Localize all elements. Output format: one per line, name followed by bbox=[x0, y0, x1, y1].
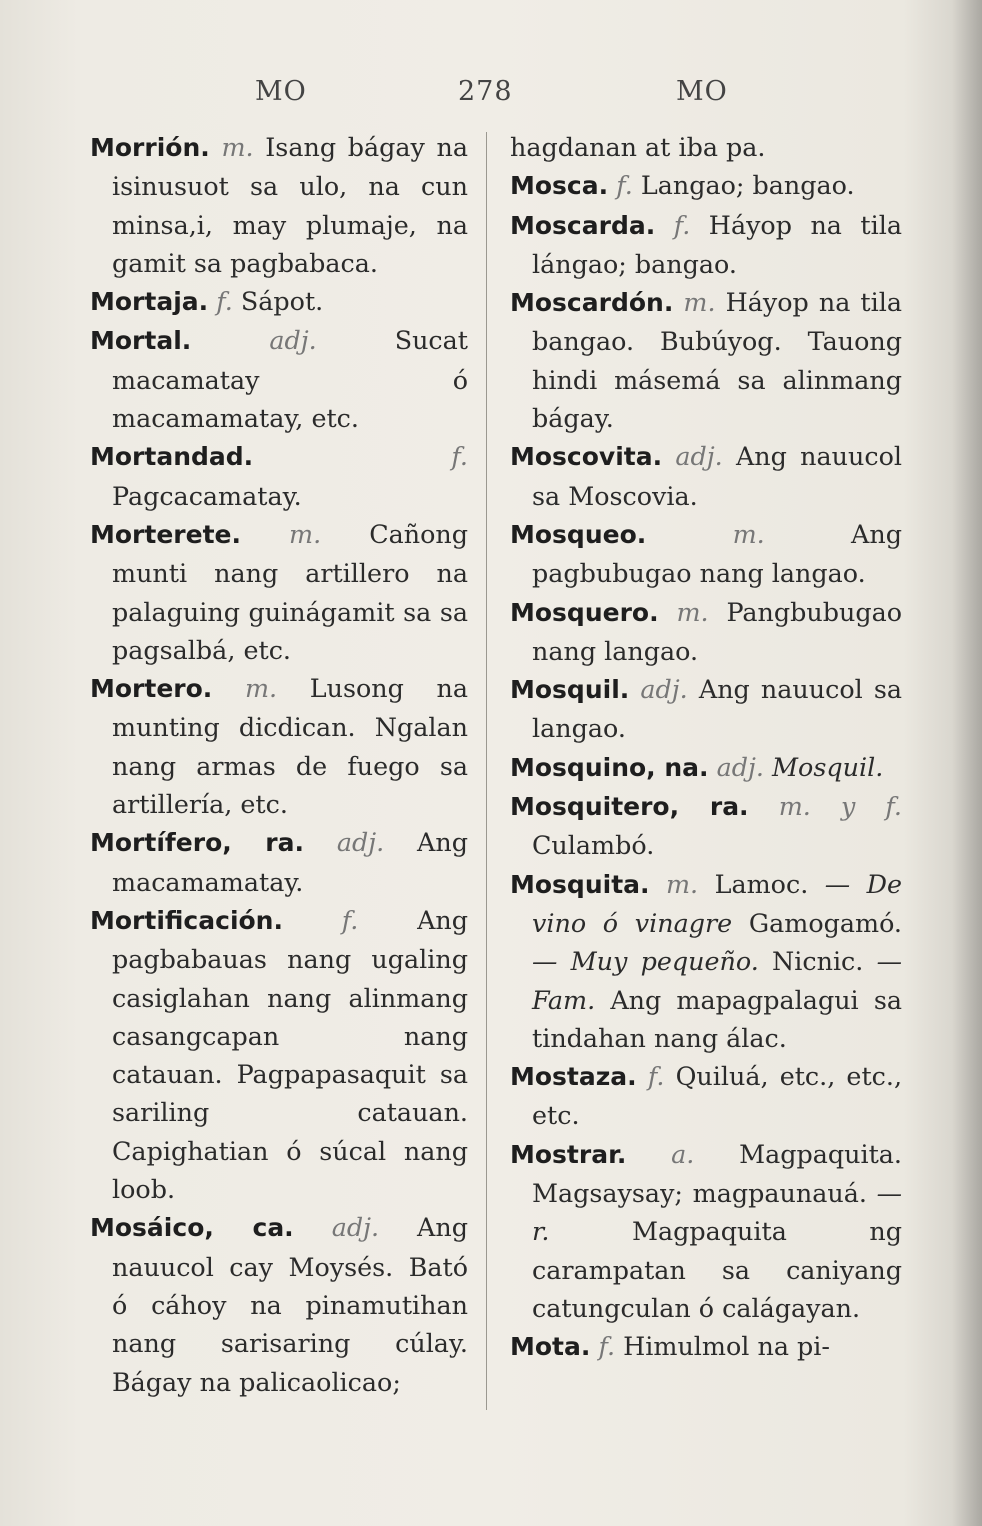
dictionary-entry bbox=[90, 321, 468, 437]
part-of-speech: m. bbox=[683, 287, 716, 318]
dictionary-entry bbox=[90, 128, 468, 282]
dictionary-entry bbox=[510, 1135, 902, 1327]
dictionary-entry bbox=[90, 669, 468, 823]
headword: Mosquino, na. bbox=[510, 752, 709, 782]
dictionary-entry bbox=[510, 670, 902, 748]
dictionary-entry bbox=[510, 1327, 902, 1366]
definition: Ang pagbubugao nang langao. bbox=[532, 518, 902, 589]
left-column bbox=[90, 128, 468, 1401]
part-of-speech: adj. bbox=[336, 827, 385, 858]
headword: Moscovita. bbox=[510, 442, 663, 472]
dictionary-entry bbox=[90, 282, 468, 321]
part-of-speech: adj. bbox=[331, 1212, 380, 1243]
definition: Lamoc. bbox=[714, 868, 809, 899]
dictionary-entry bbox=[510, 748, 902, 787]
part-of-speech: m. bbox=[665, 868, 699, 899]
page-number: 278 bbox=[458, 76, 513, 107]
dictionary-entry bbox=[90, 515, 468, 669]
definition: Sápot. bbox=[240, 286, 324, 317]
continued-definition: hagdanan at iba pa. bbox=[510, 132, 766, 162]
definition: Magpaquita. Magsaysay; magpaunauá. bbox=[532, 1138, 902, 1209]
dictionary-entry bbox=[90, 823, 468, 901]
cross-reference: Mosquil. bbox=[772, 751, 884, 782]
definition: Gamogamó. bbox=[748, 907, 902, 938]
headword: Mota. bbox=[510, 1332, 591, 1362]
headword: Mosquil. bbox=[510, 675, 630, 705]
headword: Mortal. bbox=[90, 326, 192, 356]
part-of-speech: f. bbox=[673, 209, 691, 240]
headword: Mortaja. bbox=[90, 287, 209, 317]
dictionary-entry bbox=[510, 593, 902, 671]
header-right-guide-word: MO bbox=[676, 76, 728, 107]
definition: Quiluá, etc., etc., etc. bbox=[532, 1061, 903, 1131]
headword: Mosquita. bbox=[510, 869, 650, 899]
definition: Isang bágay na isinusuot sa ulo, na cun minsa,i, may plumaje, na gamit sa pagbabaca. bbox=[112, 132, 469, 278]
part-of-speech: m. bbox=[676, 596, 709, 627]
definition: Háyop na tila bangao. Bubúyog. Tauong hindi másemá sa alinmang bágay. bbox=[532, 287, 903, 434]
headword: Moscardón. bbox=[510, 288, 674, 318]
phrase: — Fam. bbox=[532, 946, 903, 1015]
definition: Háyop na tila lángao; bangao. bbox=[532, 209, 903, 279]
definition: Culambó. bbox=[532, 830, 655, 861]
part-of-speech: f. bbox=[341, 904, 359, 935]
headword: Mostaza. bbox=[510, 1062, 637, 1092]
part-of-speech: f. bbox=[647, 1061, 665, 1092]
dictionary-entry bbox=[90, 437, 468, 515]
definition: Pangbubugao nang langao. bbox=[532, 596, 903, 666]
dictionary-entry bbox=[510, 437, 902, 515]
definition: Langao; bangao. bbox=[640, 170, 855, 201]
dictionary-entry bbox=[510, 787, 902, 865]
headword: Mortandad. bbox=[90, 442, 254, 472]
part-of-speech: f. bbox=[451, 441, 468, 472]
phrase: — Muy pequeño. bbox=[532, 946, 759, 977]
phrase: — De vino ó vinagre bbox=[532, 868, 902, 938]
headword: Mosquero. bbox=[510, 597, 659, 627]
dictionary-entry bbox=[510, 1057, 902, 1135]
part-of-speech: adj. bbox=[269, 325, 317, 356]
part-of-speech: adj. bbox=[675, 441, 723, 472]
part-of-speech: m. bbox=[221, 132, 254, 162]
definition: Ang nauucol sa Moscovia. bbox=[532, 441, 902, 511]
right-column bbox=[510, 128, 902, 1367]
definition: Sucat macamatay ó macamamatay, etc. bbox=[112, 325, 468, 434]
part-of-speech: a. bbox=[671, 1138, 695, 1169]
headword: Moscarda. bbox=[510, 210, 656, 240]
dictionary-entry bbox=[90, 1208, 468, 1400]
part-of-speech: f. bbox=[216, 286, 233, 317]
part-of-speech: m. bbox=[244, 673, 278, 704]
definition: Magpaquita ng carampatan sa caniyang catungculan ó calágayan. bbox=[532, 1216, 902, 1323]
column-divider bbox=[486, 132, 487, 1410]
definition: Ang mapagpalagui sa tindahan nang álac. bbox=[532, 984, 902, 1053]
definition: Cañong munti nang artillero na palaguing guinágamit sa sa pagsalbá, etc. bbox=[112, 518, 469, 665]
dictionary-entry bbox=[90, 901, 468, 1208]
part-of-speech: m. bbox=[289, 518, 322, 549]
headword: Morrión. bbox=[90, 133, 210, 162]
dictionary-entry bbox=[510, 283, 902, 437]
definition: Nicnic. bbox=[772, 946, 864, 977]
part-of-speech: adj. bbox=[716, 751, 764, 782]
definition: Pagcacamatay. bbox=[112, 480, 302, 511]
definition: Ang macamamatay. bbox=[112, 827, 468, 897]
headword: Mostrar. bbox=[510, 1139, 627, 1169]
definition: Himulmol na pi- bbox=[623, 1331, 830, 1362]
definition: Ang pagbabauas nang ugaling casiglahan nang alinmang casangcapan nang catauan. Pagpapasaquit sa sariling catauan. Capighatian ó súcal nang loob. bbox=[112, 904, 469, 1205]
headword: Mosqueo. bbox=[510, 519, 647, 549]
definition: Ang nauucol sa langao. bbox=[532, 674, 903, 744]
headword: Morterete. bbox=[90, 519, 241, 549]
page-edge-shadow bbox=[952, 0, 982, 1526]
dictionary-entry bbox=[510, 865, 902, 1057]
headword: Mosca. bbox=[510, 171, 609, 201]
page-header bbox=[0, 76, 982, 116]
definition: Ang nauucol cay Moysés. Bató ó cáhoy na pinamutihan nang sarisaring cúlay. Bágay na palicaolicao; bbox=[112, 1212, 468, 1397]
headword: Mosquitero, ra. bbox=[510, 792, 749, 822]
part-of-speech: f. bbox=[616, 170, 633, 201]
definition: Lusong na munting dicdican. Ngalan nang armas de fuego sa artillería, etc. bbox=[112, 673, 468, 820]
dictionary-entry bbox=[510, 166, 902, 205]
headword: Mortero. bbox=[90, 674, 213, 704]
headword: Mortífero, ra. bbox=[90, 828, 304, 858]
headword: Mortificación. bbox=[90, 905, 283, 935]
dictionary-entry bbox=[510, 515, 902, 593]
part-of-speech: f. bbox=[598, 1331, 616, 1362]
part-of-speech: adj. bbox=[640, 674, 688, 705]
header-left-guide-word: MO bbox=[255, 76, 307, 107]
part-of-speech: m. bbox=[732, 518, 765, 549]
dictionary-entry bbox=[510, 206, 902, 284]
phrase: —r. bbox=[532, 1178, 902, 1247]
part-of-speech: m. y f. bbox=[778, 791, 902, 822]
headword: Mosáico, ca. bbox=[90, 1213, 294, 1243]
